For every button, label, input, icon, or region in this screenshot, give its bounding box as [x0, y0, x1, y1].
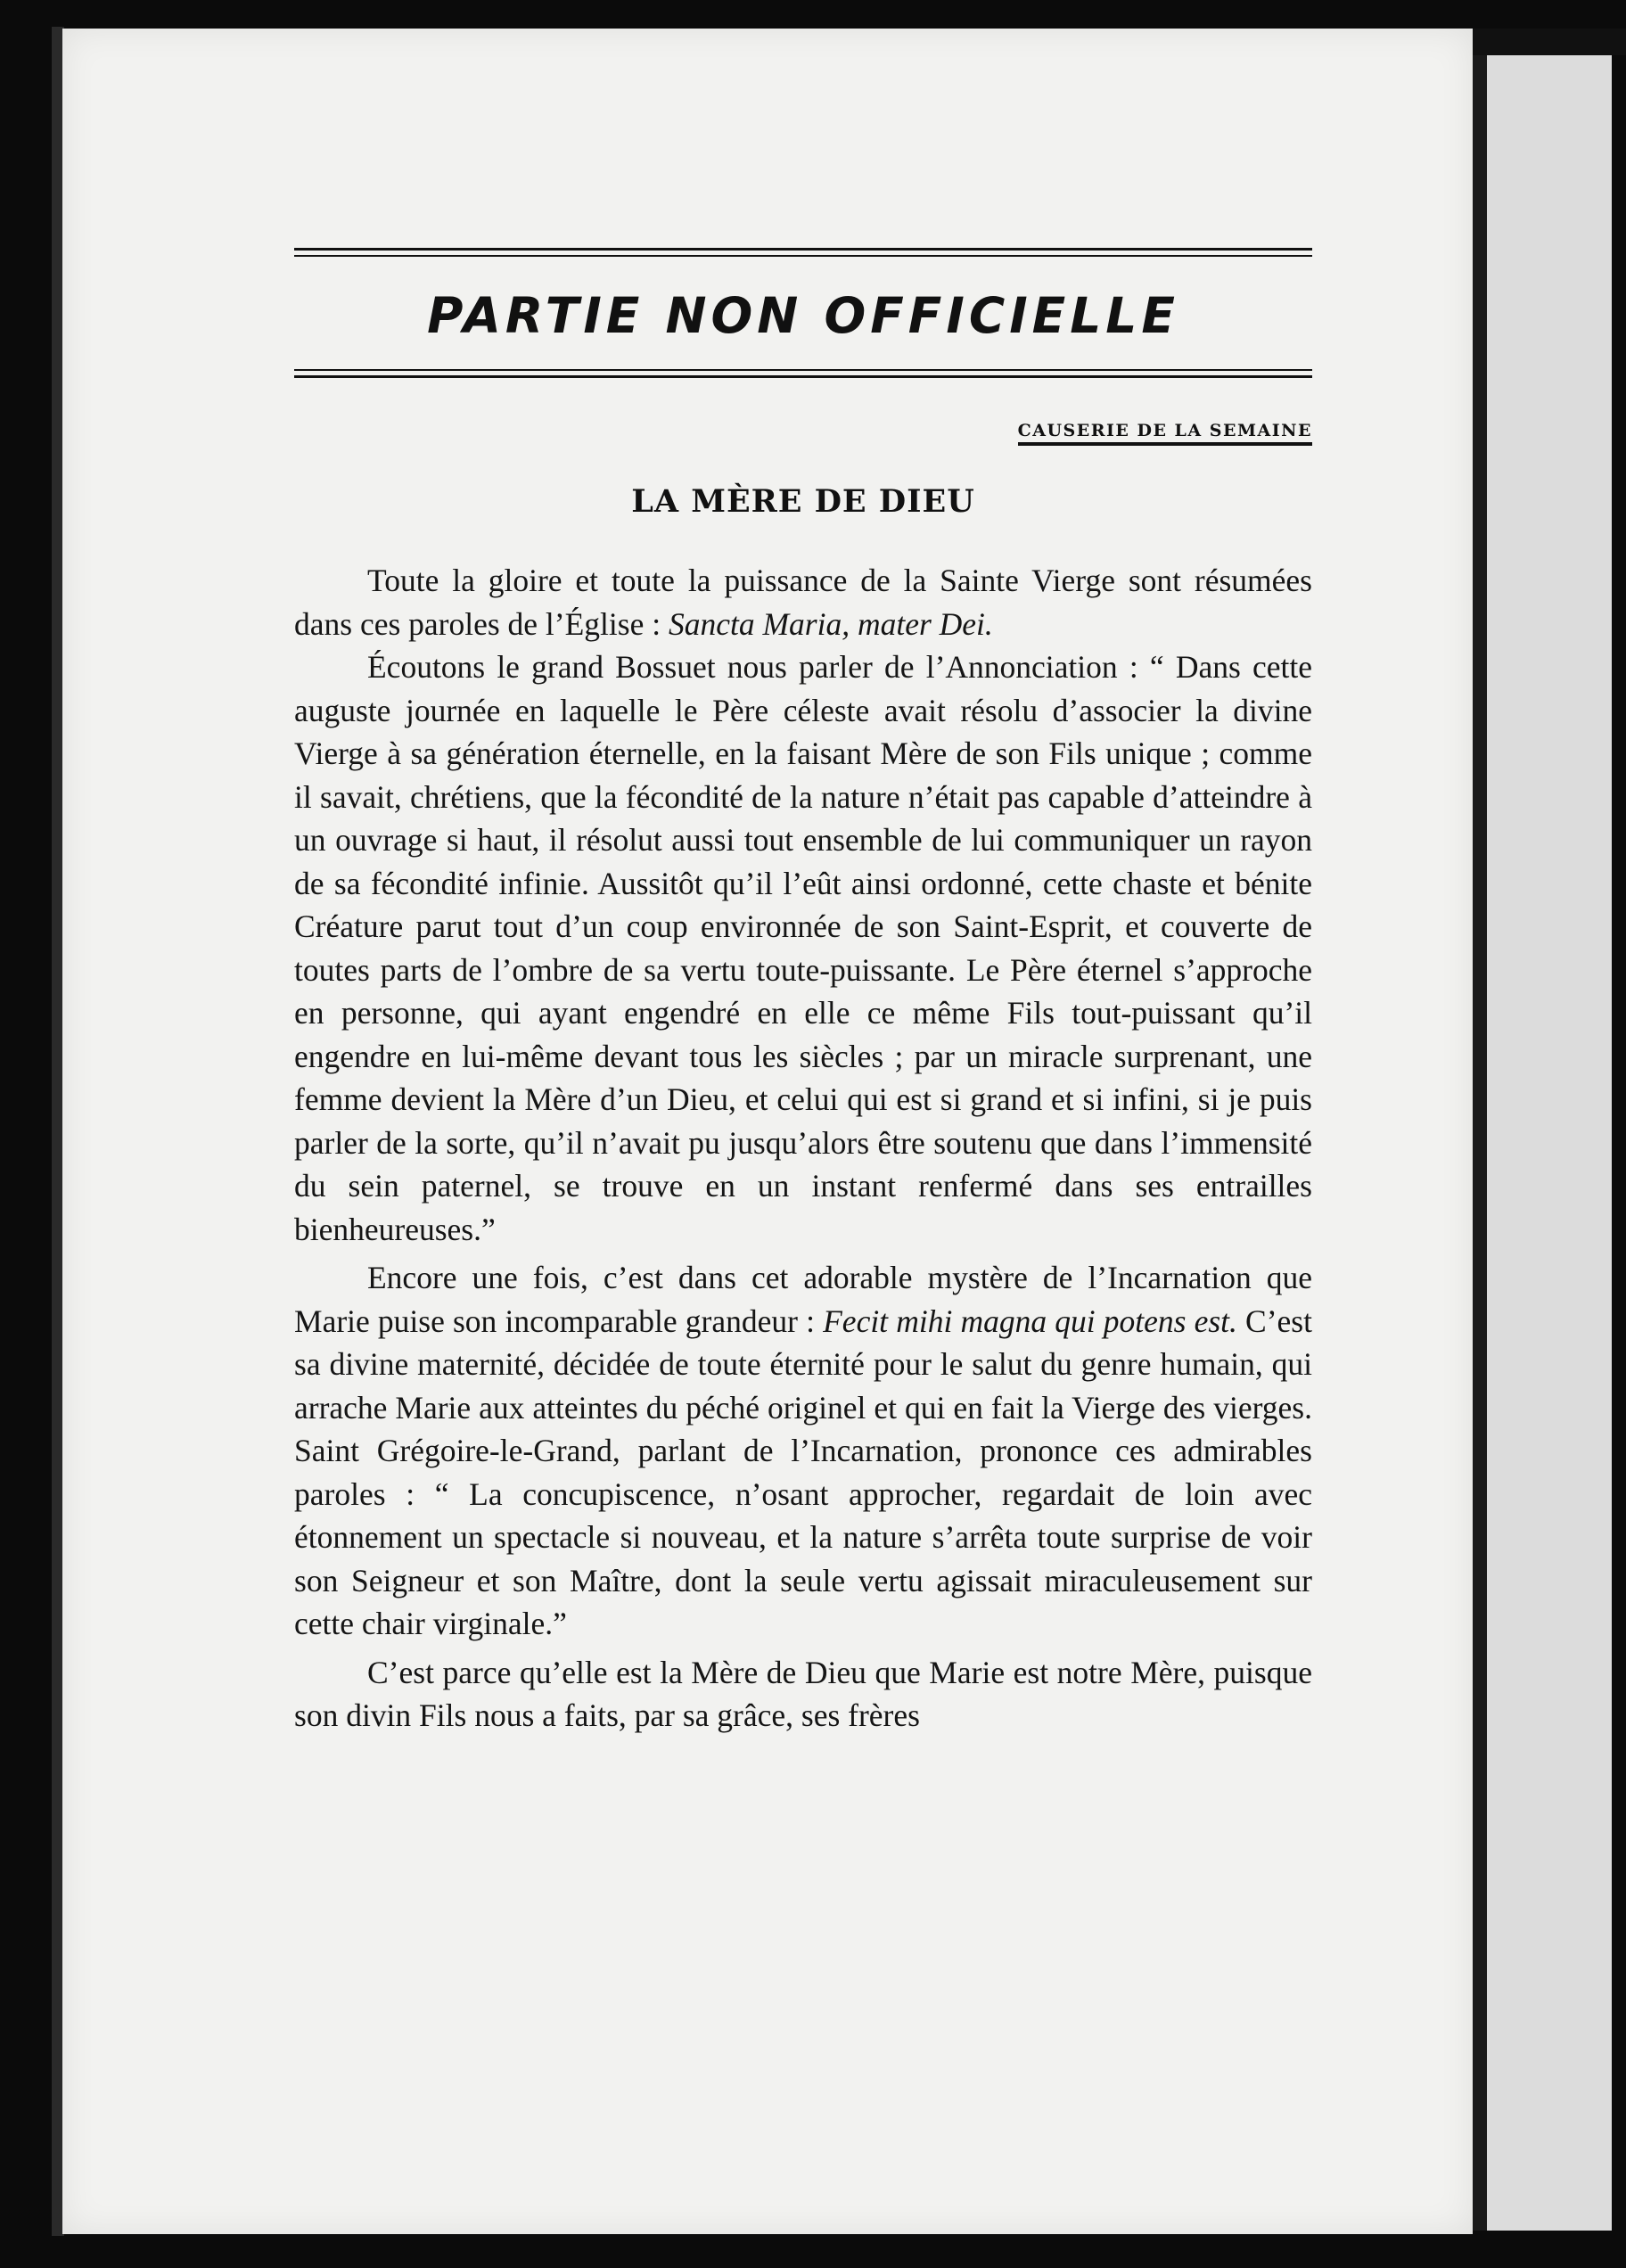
column-label	[294, 421, 1312, 440]
article-title: LA MÈRE DE DIEU	[631, 483, 975, 520]
page-content	[294, 248, 1312, 1738]
adjacent-page	[1473, 55, 1612, 2231]
article-body	[294, 559, 1312, 1738]
bottom-rule	[294, 369, 1312, 378]
paragraph-3-latin-quote: Fecit mihi magna qui potens est.	[823, 1302, 1237, 1339]
column-label-text: CAUSERIE DE LA SEMAINE	[1018, 421, 1312, 446]
top-rule	[294, 248, 1312, 257]
paragraph-2: Écoutons le grand Bossuet nous parler de l’Annonciation : “ Dans cette auguste journée en laquelle le Père céleste avait résolu d’associer la divine Vierge à sa génération éternelle, en la faisant Mère de son Fils unique ; comme il savait, chrétiens, que la fécondité de la nature n’était pas capable d’atteindre à un ouvrage si haut, il résolut aussi tout ensemble de lui communiquer un rayon de sa fécondité infinie. Aussitôt qu’il l’eût ainsi ordonné, cette chaste et bénite Créature parut tout d’un coup environnée de son Saint-Esprit, et couverte de toutes parts de l’ombre de sa vertu toute-puissante. Le Père éternel s’approche en personne, qui ayant engendré en elle ce même Fils tout-puissant qu’il engendre en lui-même devant tous les siècles ; par un miracle surprenant, une femme devient la Mère d’un Dieu, et celui qui est si grand et si infini, si je puis parler de la sorte, qu’il n’avait pu jusqu’alors être soutenu que dans l’immensité du sein paternel, se trouve en un instant renfermé dans ses entrailles bienheureuses.”	[294, 649, 1312, 1247]
paragraph-1-text: Toute la gloire et toute la puissance de la Sainte Vierge sont résumées dans ces paroles de l’Église :	[294, 563, 1312, 642]
paragraph-4: C’est parce qu’elle est la Mère de Dieu que Marie est notre Mère, puisque son divin Fils nous a faits, par sa grâce, ses frères	[294, 1654, 1312, 1733]
paragraph-3	[294, 1256, 1312, 1646]
paragraph-3-text-a: Encore une fois, c’est dans cet adorable mystère de l’Incarnation que Marie puise son incomparable grandeur :	[294, 1260, 1312, 1339]
section-title: PARTIE NON OFFICIELLE	[427, 287, 1179, 344]
next-page-top-shadow	[1473, 29, 1626, 55]
paragraph-1-latin-quote: Sancta Maria, mater Dei.	[668, 605, 993, 642]
paragraph-1	[294, 559, 1312, 645]
paragraph-3-text-b: C’est sa divine maternité, décidée de toute éternité pour le salut du genre humain, qui arrache Marie aux atteintes du péché originel et qui en fait la Vierge des vierges. Saint Grégoire-le-Grand, parlant de l’Incarnation, prononce ces admirables paroles : “ La concupiscence, n’osant approcher, regardait de loin avec étonnement un spectacle si nouveau, et la nature s’arrêta toute surprise de voir son Seigneur et son Maître, dont la seule vertu agissait miraculeusement sur cette chair virginale.”	[294, 1302, 1312, 1641]
